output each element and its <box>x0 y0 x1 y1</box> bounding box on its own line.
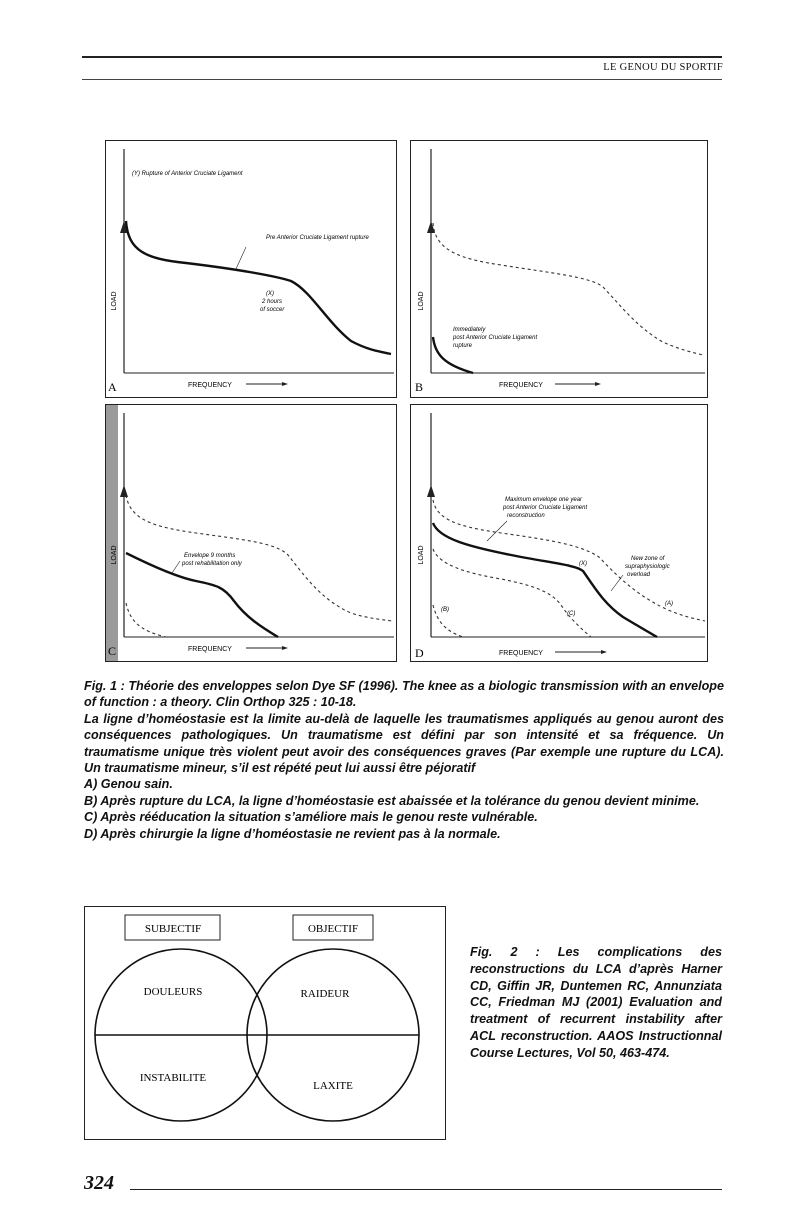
panel-d-max1: Maximum envelope one year <box>505 497 583 503</box>
panel-d-letter: D <box>415 646 424 660</box>
figure2-caption: Fig. 2 : Les complications des reconstructions du LCA d’après Harner CD, Giffin JR, Duntemen RC, Annunziata CC, Friedman MJ (2001) Evaluation and treatment of recurrent instability after ACL reconstruction. AAOS Instructionnal Course Lectures, Vol 50, 463-474. <box>470 945 722 1060</box>
raideur-label: RAIDEUR <box>300 988 350 1000</box>
figure1-caption-d: D) Après chirurgie la ligne d’homéostasie ne revient pas à la normale. <box>84 826 501 841</box>
header-rule-thin <box>82 79 722 80</box>
footer-rule <box>130 1189 722 1190</box>
panel-d-c: (C) <box>567 611 576 617</box>
figure1-panel-a <box>105 140 397 398</box>
panel-a-x-label: FREQUENCY <box>188 382 232 389</box>
panel-b-line1: Immediately <box>453 327 486 333</box>
panel-d-zone3: overload <box>627 572 651 578</box>
panel-d-max3: reconstruction <box>507 513 545 519</box>
panel-d-max2: post Anterior Cruciate Ligament <box>503 505 588 511</box>
figure1-caption <box>84 678 724 842</box>
panel-b-letter: B <box>415 380 424 394</box>
panel-d-b: (B) <box>441 607 449 613</box>
panel-c-graph <box>106 405 396 661</box>
panel-b-y-label: LOAD <box>418 291 425 311</box>
panel-a-y-label: LOAD <box>111 291 118 311</box>
objectif-label: OBJECTIF <box>307 923 359 935</box>
instabilite-label: INSTABILITE <box>139 1072 207 1084</box>
panel-b-x-label: FREQUENCY <box>499 382 543 389</box>
panel-c-y-label: LOAD <box>111 545 118 565</box>
douleurs-label: DOULEURS <box>143 986 203 998</box>
figure1-panel-d <box>410 404 708 662</box>
figure1-panel-b <box>410 140 708 398</box>
panel-d-zone2: supraphysiologic <box>625 564 670 570</box>
panel-c-letter: C <box>108 644 117 658</box>
panel-d-y-label: LOAD <box>418 545 425 565</box>
subjectif-label: SUBJECTIF <box>144 923 202 935</box>
panel-d-x: (X) <box>579 561 587 567</box>
panel-a-annotation-pre: Pre Anterior Cruciate Ligament rupture <box>266 235 369 241</box>
header-rule <box>82 56 722 58</box>
page-number: 324 <box>84 1172 114 1194</box>
panel-a-x-line1: (X) <box>266 291 274 297</box>
panel-b-graph <box>411 141 707 397</box>
panel-d-graph <box>411 405 707 661</box>
figure1-caption-c: C) Après rééducation la situation s’améliore mais le genou reste vulnérable. <box>84 810 538 825</box>
panel-d-x-label: FREQUENCY <box>499 650 543 657</box>
panel-b-line2: post Anterior Cruciate Ligament <box>453 335 538 341</box>
figure1-caption-ref: Fig. 1 : Théorie des enveloppes selon Dye SF (1996). The knee as a biologic transmission with an envelope of function : a theory. Clin Orthop 325 : 10-18. <box>84 679 724 710</box>
panel-b-line3: rupture <box>453 343 473 349</box>
panel-a-annotation-top: (Y) Rupture of Anterior Cruciate Ligament <box>132 171 243 177</box>
figure1-caption-b: B) Après rupture du LCA, la ligne d’homéostasie est abaissée et la tolérance du genou devient minime. <box>84 793 700 808</box>
figure1-caption-a: A) Genou sain. <box>84 777 173 792</box>
figure1-caption-body: La ligne d’homéostasie est la limite au-delà de laquelle les traumatismes appliqués au genou auront des conséquences pathologiques. Un traumatisme est défini par son intensité et sa fréquence. Un traumatisme unique très violent peut avoir des conséquences graves (Par exemple une rupture du LCA). Un traumatisme mineur, s’il est répété peut lui aussi être péjoratif <box>84 711 724 776</box>
panel-c-line2: post rehabilitation only <box>182 561 242 567</box>
figure2-venn <box>85 907 445 1139</box>
figure1-panel-c <box>105 404 397 662</box>
panel-a-graph <box>106 141 396 397</box>
panel-a-x-line2: 2 hours <box>262 299 283 305</box>
panel-a-letter: A <box>108 380 117 394</box>
figure2-diagram <box>84 906 446 1140</box>
panel-d-zone1: New zone of <box>631 556 665 562</box>
panel-c-x-label: FREQUENCY <box>188 646 232 653</box>
panel-c-line1: Envelope 9 months <box>184 553 236 559</box>
panel-d-a: (A) <box>665 601 673 607</box>
laxite-label: LAXITE <box>313 1080 353 1092</box>
panel-a-x-line3: of soccer <box>260 307 285 313</box>
running-title: LE GENOU DU SPORTIF <box>603 62 723 73</box>
